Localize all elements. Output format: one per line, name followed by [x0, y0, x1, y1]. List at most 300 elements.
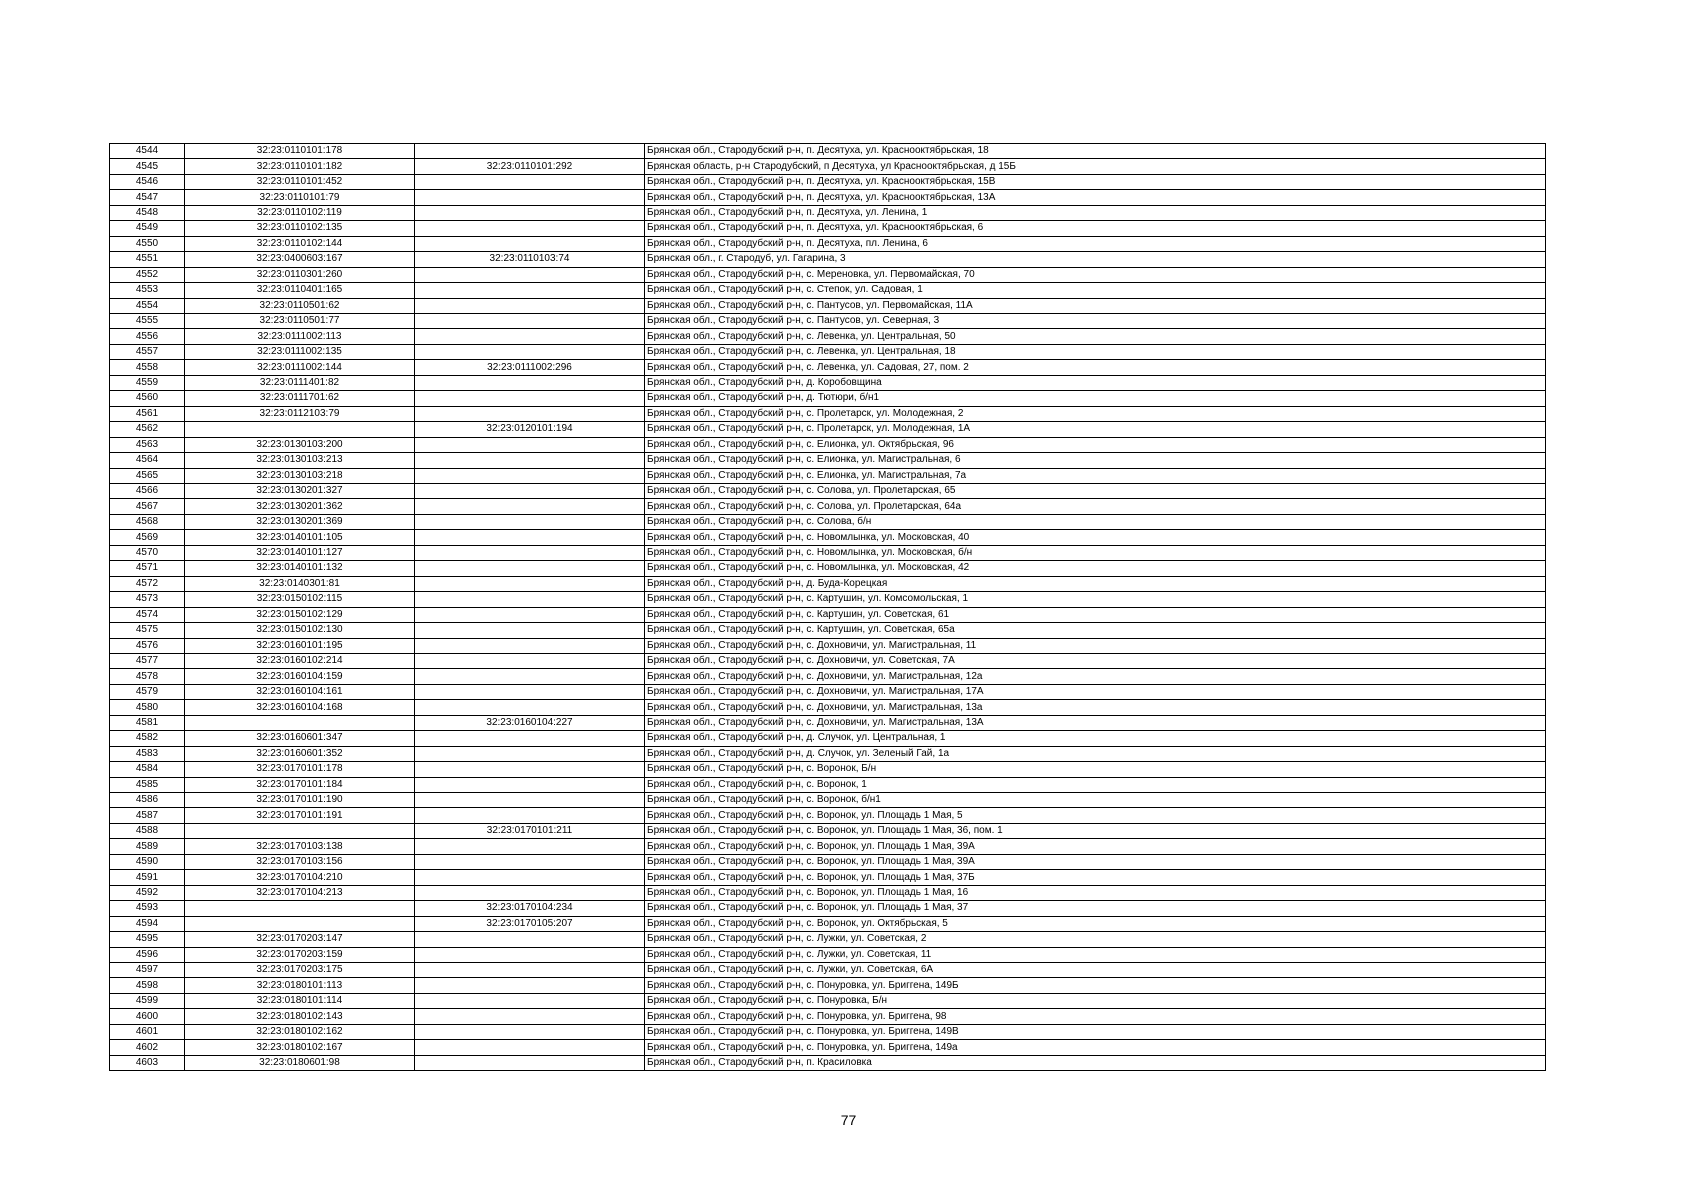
address-cell: Брянская обл., Стародубский р-н, д. Случок, ул. Центральная, 1 — [645, 731, 1546, 746]
cadastral-number-cell: 32:23:0180102:167 — [185, 1040, 415, 1055]
cadastral-number-cell — [185, 901, 415, 916]
table-row — [110, 159, 1546, 174]
linked-cadastral-number-cell: 32:23:0120101:194 — [415, 422, 645, 437]
address-cell: Брянская обл., Стародубский р-н, с. Лужки, ул. Советская, 6А — [645, 963, 1546, 978]
cadastral-number-cell: 32:23:0160104:159 — [185, 669, 415, 684]
row-number-cell: 4548 — [110, 205, 185, 220]
cadastral-number-cell: 32:23:0112103:79 — [185, 406, 415, 421]
table-row — [110, 514, 1546, 529]
row-number-cell: 4544 — [110, 144, 185, 159]
row-number-cell: 4546 — [110, 174, 185, 189]
linked-cadastral-number-cell — [415, 344, 645, 359]
address-cell: Брянская обл., Стародубский р-н, с. Пролетарск, ул. Молодежная, 2 — [645, 406, 1546, 421]
linked-cadastral-number-cell — [415, 561, 645, 576]
row-number-cell: 4573 — [110, 592, 185, 607]
address-cell: Брянская обл., Стародубский р-н, с. Елионка, ул. Октябрьская, 96 — [645, 437, 1546, 452]
address-cell: Брянская обл., Стародубский р-н, с. Воронок, ул. Площадь 1 Мая, 37 — [645, 901, 1546, 916]
cadastral-number-cell: 32:23:0160601:347 — [185, 731, 415, 746]
row-number-cell: 4552 — [110, 267, 185, 282]
cadastral-number-cell: 32:23:0170203:175 — [185, 963, 415, 978]
cadastral-number-cell: 32:23:0160104:168 — [185, 700, 415, 715]
row-number-cell: 4556 — [110, 329, 185, 344]
linked-cadastral-number-cell — [415, 576, 645, 591]
table-row — [110, 932, 1546, 947]
row-number-cell: 4568 — [110, 514, 185, 529]
table-row — [110, 715, 1546, 730]
address-cell: Брянская обл., Стародубский р-н, д. Буда-Корецкая — [645, 576, 1546, 591]
row-number-cell: 4561 — [110, 406, 185, 421]
row-number-cell: 4603 — [110, 1055, 185, 1070]
cadastral-number-cell: 32:23:0170203:147 — [185, 932, 415, 947]
cadastral-number-cell: 32:23:0150102:115 — [185, 592, 415, 607]
cadastral-number-cell — [185, 823, 415, 838]
row-number-cell: 4580 — [110, 700, 185, 715]
cadastral-number-cell: 32:23:0110301:260 — [185, 267, 415, 282]
address-cell: Брянская обл., Стародубский р-н, с. Левенка, ул. Центральная, 50 — [645, 329, 1546, 344]
row-number-cell: 4551 — [110, 252, 185, 267]
linked-cadastral-number-cell — [415, 885, 645, 900]
address-cell: Брянская обл., Стародубский р-н, с. Пролетарск, ул. Молодежная, 1А — [645, 422, 1546, 437]
cadastral-number-cell: 32:23:0140101:132 — [185, 561, 415, 576]
linked-cadastral-number-cell: 32:23:0110101:292 — [415, 159, 645, 174]
address-cell: Брянская обл., Стародубский р-н, с. Понуровка, ул. Бриггена, 149а — [645, 1040, 1546, 1055]
row-number-cell: 4562 — [110, 422, 185, 437]
linked-cadastral-number-cell — [415, 932, 645, 947]
address-cell: Брянская обл., Стародубский р-н, с. Дохновичи, ул. Советская, 7А — [645, 653, 1546, 668]
linked-cadastral-number-cell — [415, 870, 645, 885]
row-number-cell: 4569 — [110, 530, 185, 545]
row-number-cell: 4545 — [110, 159, 185, 174]
table-row — [110, 406, 1546, 421]
row-number-cell: 4553 — [110, 283, 185, 298]
table-row — [110, 901, 1546, 916]
linked-cadastral-number-cell — [415, 700, 645, 715]
cadastral-number-cell: 32:23:0170103:156 — [185, 854, 415, 869]
row-number-cell: 4596 — [110, 947, 185, 962]
row-number-cell: 4554 — [110, 298, 185, 313]
address-cell: Брянская обл., Стародубский р-н, с. Дохновичи, ул. Магистральная, 11 — [645, 638, 1546, 653]
address-cell: Брянская обл., Стародубский р-н, с. Дохновичи, ул. Магистральная, 17А — [645, 684, 1546, 699]
address-cell: Брянская обл., Стародубский р-н, с. Понуровка, ул. Бриггена, 149Б — [645, 978, 1546, 993]
address-cell: Брянская обл., Стародубский р-н, с. Дохновичи, ул. Магистральная, 13А — [645, 715, 1546, 730]
linked-cadastral-number-cell — [415, 406, 645, 421]
table-row — [110, 916, 1546, 931]
address-cell: Брянская обл., Стародубский р-н, с. Дохновичи, ул. Магистральная, 13а — [645, 700, 1546, 715]
address-cell: Брянская обл., Стародубский р-н, с. Солова, ул. Пролетарская, 64а — [645, 499, 1546, 514]
table-row — [110, 422, 1546, 437]
table-row — [110, 530, 1546, 545]
linked-cadastral-number-cell — [415, 762, 645, 777]
address-cell: Брянская обл., Стародубский р-н, с. Пантусов, ул. Северная, 3 — [645, 313, 1546, 328]
cadastral-number-cell: 32:23:0130103:218 — [185, 468, 415, 483]
linked-cadastral-number-cell — [415, 669, 645, 684]
row-number-cell: 4584 — [110, 762, 185, 777]
table-row — [110, 854, 1546, 869]
row-number-cell: 4547 — [110, 190, 185, 205]
row-number-cell: 4591 — [110, 870, 185, 885]
cadastral-number-cell — [185, 715, 415, 730]
address-cell: Брянская обл., Стародубский р-н, с. Мереновка, ул. Первомайская, 70 — [645, 267, 1546, 282]
linked-cadastral-number-cell — [415, 978, 645, 993]
cadastral-number-cell: 32:23:0180102:162 — [185, 1024, 415, 1039]
table-row — [110, 283, 1546, 298]
table-row — [110, 669, 1546, 684]
cadastral-number-cell: 32:23:0111701:62 — [185, 391, 415, 406]
row-number-cell: 4563 — [110, 437, 185, 452]
cadastral-number-cell: 32:23:0400603:167 — [185, 252, 415, 267]
row-number-cell: 4565 — [110, 468, 185, 483]
cadastral-number-cell: 32:23:0170101:191 — [185, 808, 415, 823]
linked-cadastral-number-cell — [415, 144, 645, 159]
address-cell: Брянская обл., Стародубский р-н, с. Воронок, Б/н — [645, 762, 1546, 777]
table-row — [110, 777, 1546, 792]
address-cell: Брянская обл., Стародубский р-н, с. Левенка, ул. Садовая, 27, пом. 2 — [645, 360, 1546, 375]
linked-cadastral-number-cell — [415, 684, 645, 699]
address-cell: Брянская обл., Стародубский р-н, с. Воронок, ул. Октябрьская, 5 — [645, 916, 1546, 931]
cadastral-number-cell: 32:23:0110501:77 — [185, 313, 415, 328]
table-row — [110, 808, 1546, 823]
row-number-cell: 4571 — [110, 561, 185, 576]
table-row — [110, 298, 1546, 313]
cadastral-number-cell: 32:23:0110102:119 — [185, 205, 415, 220]
table-row — [110, 236, 1546, 251]
linked-cadastral-number-cell — [415, 623, 645, 638]
cadastral-number-cell: 32:23:0160101:195 — [185, 638, 415, 653]
table-row — [110, 1024, 1546, 1039]
linked-cadastral-number-cell — [415, 592, 645, 607]
address-cell: Брянская обл., Стародубский р-н, с. Понуровка, ул. Бриггена, 149В — [645, 1024, 1546, 1039]
table-row — [110, 993, 1546, 1008]
address-cell: Брянская обл., Стародубский р-н, с. Воронок, ул. Площадь 1 Мая, 39А — [645, 839, 1546, 854]
table-row — [110, 499, 1546, 514]
address-cell: Брянская обл., Стародубский р-н, п. Красиловка — [645, 1055, 1546, 1070]
address-cell: Брянская обл., Стародубский р-н, д. Случок, ул. Зеленый Гай, 1а — [645, 746, 1546, 761]
table-row — [110, 329, 1546, 344]
linked-cadastral-number-cell — [415, 329, 645, 344]
linked-cadastral-number-cell: 32:23:0111002:296 — [415, 360, 645, 375]
address-cell: Брянская обл., г. Стародуб, ул. Гагарина, 3 — [645, 252, 1546, 267]
cadastral-number-cell: 32:23:0160601:352 — [185, 746, 415, 761]
address-cell: Брянская обл., Стародубский р-н, с. Пантусов, ул. Первомайская, 11А — [645, 298, 1546, 313]
registry-table — [109, 143, 1546, 1071]
row-number-cell: 4593 — [110, 901, 185, 916]
linked-cadastral-number-cell — [415, 793, 645, 808]
linked-cadastral-number-cell — [415, 483, 645, 498]
row-number-cell: 4555 — [110, 313, 185, 328]
linked-cadastral-number-cell: 32:23:0110103:74 — [415, 252, 645, 267]
cadastral-number-cell: 32:23:0140301:81 — [185, 576, 415, 591]
linked-cadastral-number-cell — [415, 746, 645, 761]
table-row — [110, 576, 1546, 591]
address-cell: Брянская обл., Стародубский р-н, с. Картушин, ул. Советская, 61 — [645, 607, 1546, 622]
address-cell: Брянская обл., Стародубский р-н, с. Воронок, ул. Площадь 1 Мая, 5 — [645, 808, 1546, 823]
linked-cadastral-number-cell — [415, 190, 645, 205]
row-number-cell: 4576 — [110, 638, 185, 653]
address-cell: Брянская обл., Стародубский р-н, с. Новомлынка, ул. Московская, б/н — [645, 545, 1546, 560]
table-row — [110, 885, 1546, 900]
table-row — [110, 375, 1546, 390]
linked-cadastral-number-cell — [415, 1040, 645, 1055]
registry-table-body — [110, 144, 1546, 1071]
row-number-cell: 4566 — [110, 483, 185, 498]
row-number-cell: 4599 — [110, 993, 185, 1008]
cadastral-number-cell — [185, 422, 415, 437]
address-cell: Брянская обл., Стародубский р-н, с. Лужки, ул. Советская, 11 — [645, 947, 1546, 962]
row-number-cell: 4575 — [110, 623, 185, 638]
address-cell: Брянская обл., Стародубский р-н, с. Дохновичи, ул. Магистральная, 12а — [645, 669, 1546, 684]
table-row — [110, 205, 1546, 220]
row-number-cell: 4598 — [110, 978, 185, 993]
row-number-cell: 4578 — [110, 669, 185, 684]
cadastral-number-cell: 32:23:0130201:327 — [185, 483, 415, 498]
address-cell: Брянская обл., Стародубский р-н, с. Воронок, б/н1 — [645, 793, 1546, 808]
cadastral-number-cell: 32:23:0111002:135 — [185, 344, 415, 359]
address-cell: Брянская обл., Стародубский р-н, п. Десятуха, пл. Ленина, 6 — [645, 236, 1546, 251]
address-cell: Брянская обл., Стародубский р-н, д. Коробовщина — [645, 375, 1546, 390]
linked-cadastral-number-cell — [415, 174, 645, 189]
row-number-cell: 4592 — [110, 885, 185, 900]
table-row — [110, 391, 1546, 406]
cadastral-number-cell: 32:23:0110101:79 — [185, 190, 415, 205]
table-row — [110, 174, 1546, 189]
linked-cadastral-number-cell — [415, 638, 645, 653]
address-cell: Брянская обл., Стародубский р-н, с. Елионка, ул. Магистральная, 7а — [645, 468, 1546, 483]
table-row — [110, 190, 1546, 205]
row-number-cell: 4587 — [110, 808, 185, 823]
table-row — [110, 267, 1546, 282]
row-number-cell: 4583 — [110, 746, 185, 761]
linked-cadastral-number-cell — [415, 453, 645, 468]
linked-cadastral-number-cell — [415, 1009, 645, 1024]
cadastral-number-cell: 32:23:0170104:213 — [185, 885, 415, 900]
cadastral-number-cell: 32:23:0130103:213 — [185, 453, 415, 468]
linked-cadastral-number-cell — [415, 375, 645, 390]
row-number-cell: 4557 — [110, 344, 185, 359]
table-row — [110, 561, 1546, 576]
row-number-cell: 4581 — [110, 715, 185, 730]
address-cell: Брянская обл., Стародубский р-н, с. Левенка, ул. Центральная, 18 — [645, 344, 1546, 359]
cadastral-number-cell: 32:23:0150102:129 — [185, 607, 415, 622]
table-row — [110, 453, 1546, 468]
table-row — [110, 592, 1546, 607]
address-cell: Брянская обл., Стародубский р-н, с. Картушин, ул. Советская, 65а — [645, 623, 1546, 638]
table-row — [110, 344, 1546, 359]
row-number-cell: 4585 — [110, 777, 185, 792]
cadastral-number-cell: 32:23:0160104:161 — [185, 684, 415, 699]
linked-cadastral-number-cell — [415, 854, 645, 869]
cadastral-number-cell: 32:23:0110102:135 — [185, 221, 415, 236]
address-cell: Брянская обл., Стародубский р-н, с. Понуровка, ул. Бриггена, 98 — [645, 1009, 1546, 1024]
cadastral-number-cell: 32:23:0140101:127 — [185, 545, 415, 560]
linked-cadastral-number-cell — [415, 298, 645, 313]
cadastral-number-cell: 32:23:0110102:144 — [185, 236, 415, 251]
linked-cadastral-number-cell — [415, 437, 645, 452]
cadastral-number-cell: 32:23:0130201:362 — [185, 499, 415, 514]
cadastral-number-cell: 32:23:0180102:143 — [185, 1009, 415, 1024]
table-row — [110, 483, 1546, 498]
cadastral-number-cell: 32:23:0140101:105 — [185, 530, 415, 545]
linked-cadastral-number-cell — [415, 221, 645, 236]
row-number-cell: 4549 — [110, 221, 185, 236]
linked-cadastral-number-cell — [415, 391, 645, 406]
table-row — [110, 360, 1546, 375]
linked-cadastral-number-cell — [415, 731, 645, 746]
linked-cadastral-number-cell — [415, 267, 645, 282]
cadastral-number-cell: 32:23:0110101:182 — [185, 159, 415, 174]
linked-cadastral-number-cell — [415, 236, 645, 251]
address-cell: Брянская обл., Стародубский р-н, с. Степок, ул. Садовая, 1 — [645, 283, 1546, 298]
cadastral-number-cell: 32:23:0170203:159 — [185, 947, 415, 962]
table-row — [110, 468, 1546, 483]
linked-cadastral-number-cell — [415, 607, 645, 622]
linked-cadastral-number-cell — [415, 313, 645, 328]
page-number: 77 — [840, 1112, 857, 1128]
address-cell: Брянская обл., Стародубский р-н, п. Десятуха, ул. Краснооктябрьская, 15В — [645, 174, 1546, 189]
address-cell: Брянская обл., Стародубский р-н, с. Солова, б/н — [645, 514, 1546, 529]
linked-cadastral-number-cell: 32:23:0170105:207 — [415, 916, 645, 931]
linked-cadastral-number-cell — [415, 808, 645, 823]
cadastral-number-cell: 32:23:0180601:98 — [185, 1055, 415, 1070]
row-number-cell: 4597 — [110, 963, 185, 978]
table-row — [110, 746, 1546, 761]
cadastral-number-cell: 32:23:0130201:369 — [185, 514, 415, 529]
row-number-cell: 4601 — [110, 1024, 185, 1039]
linked-cadastral-number-cell — [415, 777, 645, 792]
row-number-cell: 4595 — [110, 932, 185, 947]
table-row — [110, 1040, 1546, 1055]
address-cell: Брянская обл., Стародубский р-н, п. Десятуха, ул. Краснооктябрьская, 18 — [645, 144, 1546, 159]
table-row — [110, 762, 1546, 777]
linked-cadastral-number-cell: 32:23:0160104:227 — [415, 715, 645, 730]
cadastral-number-cell: 32:23:0180101:113 — [185, 978, 415, 993]
linked-cadastral-number-cell — [415, 653, 645, 668]
row-number-cell: 4582 — [110, 731, 185, 746]
cadastral-number-cell: 32:23:0110101:178 — [185, 144, 415, 159]
address-cell: Брянская обл., Стародубский р-н, д. Тютюри, б/н1 — [645, 391, 1546, 406]
table-row — [110, 793, 1546, 808]
row-number-cell: 4579 — [110, 684, 185, 699]
linked-cadastral-number-cell — [415, 283, 645, 298]
cadastral-number-cell — [185, 916, 415, 931]
cadastral-number-cell: 32:23:0110501:62 — [185, 298, 415, 313]
row-number-cell: 4577 — [110, 653, 185, 668]
linked-cadastral-number-cell — [415, 514, 645, 529]
linked-cadastral-number-cell — [415, 839, 645, 854]
row-number-cell: 4602 — [110, 1040, 185, 1055]
address-cell: Брянская обл., Стародубский р-н, с. Воронок, ул. Площадь 1 Мая, 37Б — [645, 870, 1546, 885]
table-row — [110, 823, 1546, 838]
row-number-cell: 4564 — [110, 453, 185, 468]
table-row — [110, 221, 1546, 236]
address-cell: Брянская обл., Стародубский р-н, с. Елионка, ул. Магистральная, 6 — [645, 453, 1546, 468]
cadastral-number-cell: 32:23:0110101:452 — [185, 174, 415, 189]
table-row — [110, 653, 1546, 668]
linked-cadastral-number-cell — [415, 499, 645, 514]
address-cell: Брянская обл., Стародубский р-н, с. Воронок, ул. Площадь 1 Мая, 36, пом. 1 — [645, 823, 1546, 838]
table-row — [110, 607, 1546, 622]
row-number-cell: 4567 — [110, 499, 185, 514]
cadastral-number-cell: 32:23:0170101:178 — [185, 762, 415, 777]
table-row — [110, 252, 1546, 267]
cadastral-number-cell: 32:23:0170101:184 — [185, 777, 415, 792]
row-number-cell: 4570 — [110, 545, 185, 560]
table-row — [110, 947, 1546, 962]
table-row — [110, 437, 1546, 452]
row-number-cell: 4560 — [110, 391, 185, 406]
cadastral-number-cell: 32:23:0160102:214 — [185, 653, 415, 668]
address-cell: Брянская обл., Стародубский р-н, с. Солова, ул. Пролетарская, 65 — [645, 483, 1546, 498]
table-row — [110, 1009, 1546, 1024]
table-row — [110, 545, 1546, 560]
cadastral-number-cell: 32:23:0170103:138 — [185, 839, 415, 854]
linked-cadastral-number-cell — [415, 530, 645, 545]
linked-cadastral-number-cell — [415, 993, 645, 1008]
address-cell: Брянская обл., Стародубский р-н, с. Новомлынка, ул. Московская, 42 — [645, 561, 1546, 576]
row-number-cell: 4590 — [110, 854, 185, 869]
table-row — [110, 313, 1546, 328]
table-row — [110, 684, 1546, 699]
table-row — [110, 700, 1546, 715]
table-row — [110, 870, 1546, 885]
address-cell: Брянская область, р-н Стародубский, п Десятуха, ул Краснооктябрьская, д 15Б — [645, 159, 1546, 174]
linked-cadastral-number-cell — [415, 963, 645, 978]
cadastral-number-cell: 32:23:0170104:210 — [185, 870, 415, 885]
linked-cadastral-number-cell — [415, 1055, 645, 1070]
table-row — [110, 839, 1546, 854]
cadastral-number-cell: 32:23:0111002:144 — [185, 360, 415, 375]
row-number-cell: 4574 — [110, 607, 185, 622]
table-row — [110, 1055, 1546, 1070]
row-number-cell: 4550 — [110, 236, 185, 251]
linked-cadastral-number-cell — [415, 468, 645, 483]
row-number-cell: 4594 — [110, 916, 185, 931]
row-number-cell: 4559 — [110, 375, 185, 390]
address-cell: Брянская обл., Стародубский р-н, п. Десятуха, ул. Краснооктябрьская, 13А — [645, 190, 1546, 205]
cadastral-number-cell: 32:23:0110401:165 — [185, 283, 415, 298]
table-row — [110, 731, 1546, 746]
linked-cadastral-number-cell: 32:23:0170101:211 — [415, 823, 645, 838]
table-row — [110, 978, 1546, 993]
table-row — [110, 638, 1546, 653]
row-number-cell: 4586 — [110, 793, 185, 808]
row-number-cell: 4589 — [110, 839, 185, 854]
address-cell: Брянская обл., Стародубский р-н, с. Понуровка, Б/н — [645, 993, 1546, 1008]
address-cell: Брянская обл., Стародубский р-н, с. Новомлынка, ул. Московская, 40 — [645, 530, 1546, 545]
address-cell: Брянская обл., Стародубский р-н, с. Картушин, ул. Комсомольская, 1 — [645, 592, 1546, 607]
cadastral-number-cell: 32:23:0180101:114 — [185, 993, 415, 1008]
linked-cadastral-number-cell: 32:23:0170104:234 — [415, 901, 645, 916]
address-cell: Брянская обл., Стародубский р-н, с. Лужки, ул. Советская, 2 — [645, 932, 1546, 947]
row-number-cell: 4588 — [110, 823, 185, 838]
linked-cadastral-number-cell — [415, 1024, 645, 1039]
cadastral-number-cell: 32:23:0111401:82 — [185, 375, 415, 390]
cadastral-number-cell: 32:23:0111002:113 — [185, 329, 415, 344]
address-cell: Брянская обл., Стародубский р-н, п. Десятуха, ул. Ленина, 1 — [645, 205, 1546, 220]
table-row — [110, 623, 1546, 638]
address-cell: Брянская обл., Стародубский р-н, с. Воронок, ул. Площадь 1 Мая, 16 — [645, 885, 1546, 900]
linked-cadastral-number-cell — [415, 947, 645, 962]
linked-cadastral-number-cell — [415, 545, 645, 560]
row-number-cell: 4572 — [110, 576, 185, 591]
table-row — [110, 144, 1546, 159]
linked-cadastral-number-cell — [415, 205, 645, 220]
row-number-cell: 4600 — [110, 1009, 185, 1024]
address-cell: Брянская обл., Стародубский р-н, с. Воронок, 1 — [645, 777, 1546, 792]
address-cell: Брянская обл., Стародубский р-н, с. Воронок, ул. Площадь 1 Мая, 39А — [645, 854, 1546, 869]
address-cell: Брянская обл., Стародубский р-н, п. Десятуха, ул. Краснооктябрьская, 6 — [645, 221, 1546, 236]
cadastral-number-cell: 32:23:0150102:130 — [185, 623, 415, 638]
cadastral-number-cell: 32:23:0170101:190 — [185, 793, 415, 808]
